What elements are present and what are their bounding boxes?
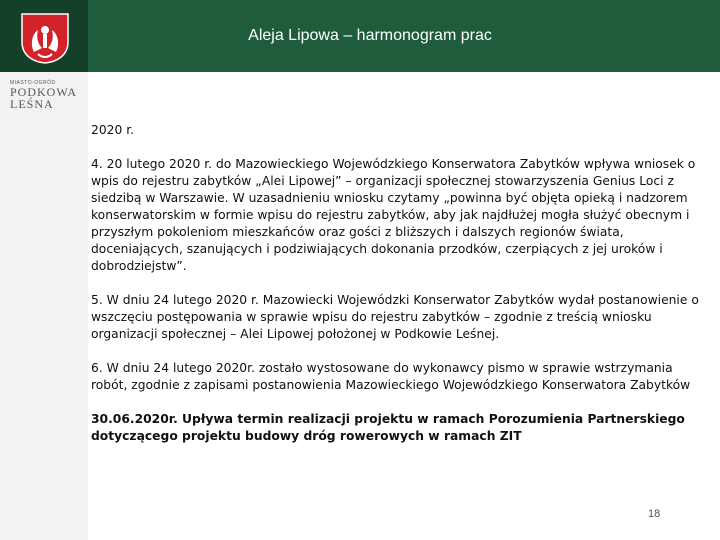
sidebar (0, 72, 88, 540)
town-logo (10, 80, 80, 110)
page-number: 18 (648, 508, 661, 520)
logo-subtitle: MIASTO-OGRÓD (10, 80, 56, 86)
header-bar (0, 0, 720, 72)
slide-content (91, 122, 709, 462)
coat-of-arms-icon (20, 12, 70, 64)
year-heading: 2020 r. (91, 123, 135, 137)
paragraph-6: 6. W dniu 24 lutego 2020r. zostało wystosowane do wykonawcy pismo w sprawie wstrzymania robót, zgodnie z zapisami postanowienia Mazowieckiego Wojewódzkiego Konserwatora Zabytków (91, 361, 691, 392)
paragraph-4: 4. 20 lutego 2020 r. do Mazowieckiego Wojewódzkiego Konserwatora Zabytków wpływa wniosek o wpis do rejestru zabytków „Alei Lipowej” – organizacji społecznej stowarzyszenia Genius Loci z siedzibą w Warszawie. W uzasadnieniu wniosku czytamy „powinna być objęta opieką i nadzorem konserwatorskim w formie wpisu do rejestru zabytków, aby jak najdłużej mogła służyć obecnym i przyszłym pokoleniom mieszkańców oraz gości z bliższych i dalszych regionów świata, doceniających, szanujących i podziwiających dokonania przodków, czerpiących z jej uroków i dobrodziejstw”. (91, 157, 696, 273)
slide-title: Aleja Lipowa – harmonogram prac (248, 27, 492, 44)
logo-line1: PODKOWA (10, 85, 77, 99)
deadline-paragraph: 30.06.2020r. Upływa termin realizacji projektu w ramach Porozumienia Partnerskiego dotyczącego projektu budowy dróg rowerowych w ramach ZIT (91, 412, 685, 443)
paragraph-5: 5. W dniu 24 lutego 2020 r. Mazowiecki Wojewódzki Konserwator Zabytków wydał postanowienie o wszczęciu postępowania w sprawie wpisu do rejestru zabytków – zgodnie z treścią wniosku organizacji społecznej – Alei Lipowej położonej w Podkowie Leśnej. (91, 293, 699, 341)
logo-line2: LEŚNA (10, 97, 54, 111)
